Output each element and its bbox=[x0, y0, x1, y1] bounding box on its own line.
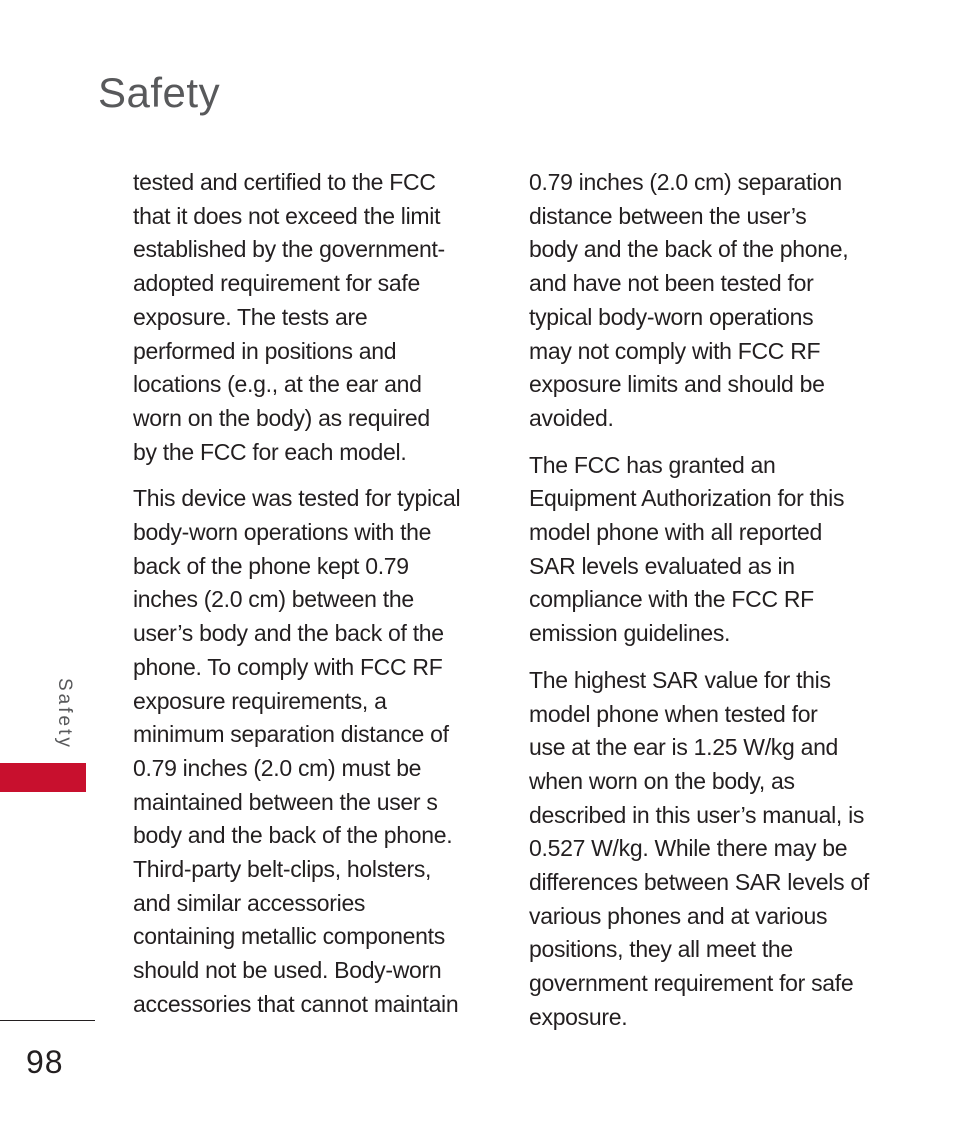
text-line: use at the ear is 1.25 W/kg and bbox=[529, 734, 839, 761]
text-line: inches (2.0 cm) between the bbox=[133, 586, 414, 613]
text-line: phone. To comply with FCC RF bbox=[133, 653, 443, 680]
text-line: exposure. bbox=[529, 1003, 628, 1030]
text-line: government requirement for safe bbox=[529, 970, 854, 997]
text-line: SAR levels evaluated as in bbox=[529, 552, 795, 579]
text-line: The FCC has granted an bbox=[529, 451, 776, 478]
left-column bbox=[133, 166, 485, 1035]
paragraph-fcc-certification bbox=[133, 166, 485, 469]
text-line: 0.79 inches (2.0 cm) must be bbox=[133, 754, 422, 781]
text-line: back of the phone kept 0.79 bbox=[133, 552, 409, 579]
side-tab-label: Safety bbox=[54, 678, 75, 750]
page-number: 98 bbox=[26, 1044, 64, 1080]
right-column bbox=[529, 166, 881, 1048]
text-line: that it does not exceed the limit bbox=[133, 202, 441, 229]
text-line: established by the government- bbox=[133, 236, 445, 263]
text-line: The highest SAR value for this bbox=[529, 666, 831, 693]
paragraph-separation-distance bbox=[529, 166, 881, 436]
text-line: adopted requirement for safe bbox=[133, 270, 420, 297]
side-tab-accent-bar bbox=[0, 763, 86, 792]
text-line: exposure. The tests are bbox=[133, 303, 368, 330]
text-line: by the FCC for each model. bbox=[133, 438, 407, 465]
text-line: body and the back of the phone, bbox=[529, 236, 849, 263]
text-line: 0.527 W/kg. While there may be bbox=[529, 835, 848, 862]
text-line: minimum separation distance of bbox=[133, 721, 449, 748]
text-line: may not comply with FCC RF bbox=[529, 337, 821, 364]
text-line: body-worn operations with the bbox=[133, 519, 432, 546]
text-line: exposure limits and should be bbox=[529, 371, 825, 398]
text-line: Equipment Authorization for this bbox=[529, 485, 845, 512]
text-line: emission guidelines. bbox=[529, 620, 731, 647]
text-line: compliance with the FCC RF bbox=[529, 586, 814, 613]
text-line: user’s body and the back of the bbox=[133, 620, 444, 647]
text-line: differences between SAR levels of bbox=[529, 869, 869, 896]
text-line: various phones and at various bbox=[529, 902, 828, 929]
text-line: maintained between the user s bbox=[133, 788, 438, 815]
text-line: tested and certified to the FCC bbox=[133, 169, 436, 195]
text-line: positions, they all meet the bbox=[529, 936, 793, 963]
text-line: and have not been tested for bbox=[529, 270, 814, 297]
text-line: containing metallic components bbox=[133, 923, 445, 950]
text-line: 0.79 inches (2.0 cm) separation bbox=[529, 169, 842, 195]
text-line: performed in positions and bbox=[133, 337, 397, 364]
text-line: typical body-worn operations bbox=[529, 303, 814, 330]
text-line: Third-party belt-clips, holsters, bbox=[133, 856, 432, 883]
text-line: accessories that cannot maintain bbox=[133, 990, 459, 1017]
text-line: model phone with all reported bbox=[529, 519, 823, 546]
text-line: and similar accessories bbox=[133, 889, 366, 916]
text-line: distance between the user’s bbox=[529, 202, 807, 229]
paragraph-body-worn-testing bbox=[133, 482, 485, 1021]
text-line: body and the back of the phone. bbox=[133, 822, 453, 849]
text-line: This device was tested for typical bbox=[133, 485, 461, 512]
text-line: should not be used. Body-worn bbox=[133, 957, 442, 984]
paragraph-highest-sar-value bbox=[529, 664, 881, 1035]
text-line: avoided. bbox=[529, 404, 614, 431]
footer-divider bbox=[0, 1020, 95, 1021]
text-line: when worn on the body, as bbox=[529, 767, 795, 794]
text-line: locations (e.g., at the ear and bbox=[133, 371, 422, 398]
text-line: exposure requirements, a bbox=[133, 687, 387, 714]
text-line: worn on the body) as required bbox=[133, 404, 430, 431]
text-line: model phone when tested for bbox=[529, 700, 818, 727]
page-title: Safety bbox=[98, 69, 221, 116]
text-line: described in this user’s manual, is bbox=[529, 801, 865, 828]
paragraph-equipment-authorization bbox=[529, 449, 881, 651]
